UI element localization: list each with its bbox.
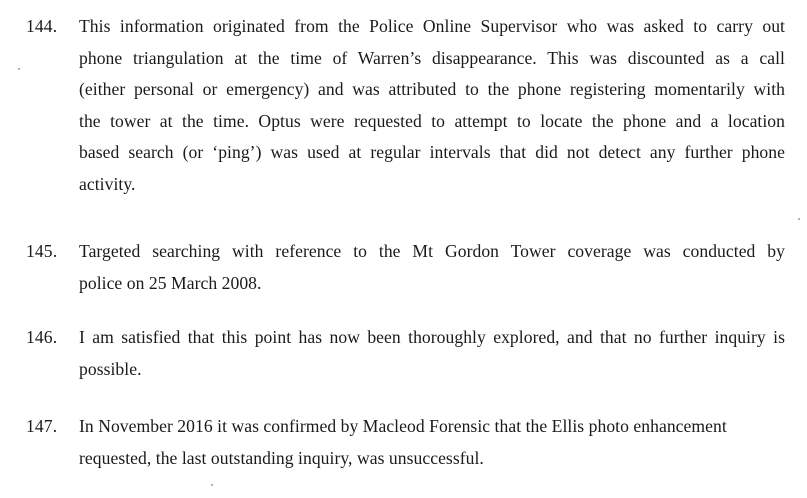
text-line: I am satisfied that this point has now been thoroughly explored, and that no further inquiry is [79, 327, 785, 347]
text-line: In November 2016 it was confirmed by Macleod Forensic that the Ellis photo enhancement [79, 416, 727, 436]
paragraph-text [79, 11, 785, 201]
paragraph-text [79, 236, 785, 299]
text-line: possible. [79, 358, 142, 379]
scan-speck [18, 68, 20, 70]
text-line: This information originated from the Police Online Supervisor who was asked to carry out [79, 16, 785, 36]
text-line: police on 25 March 2008. [79, 272, 262, 293]
text-line: based search (or ‘ping’) was used at regular intervals that did not detect any further phone [79, 142, 785, 163]
text-line: phone triangulation at the time of Warren’s disappearance. This was discounted as a call [79, 47, 785, 68]
paragraph-text [79, 411, 785, 474]
paragraph-number: 146. [26, 327, 58, 347]
paragraph-text [79, 322, 785, 385]
scan-speck [211, 484, 213, 486]
scan-speck [798, 218, 800, 220]
paragraph-number: 145. [26, 241, 58, 261]
text-line: the tower at the time. Optus were requested to attempt to locate the phone and a location [79, 110, 785, 131]
text-line: requested, the last outstanding inquiry, was unsuccessful. [79, 447, 484, 468]
text-line: (either personal or emergency) and was attributed to the phone registering momentarily with [79, 79, 785, 100]
paragraph-number: 144. [26, 16, 58, 36]
text-line: activity. [79, 173, 136, 194]
paragraph-number: 147. [26, 416, 58, 436]
text-line: Targeted searching with reference to the Mt Gordon Tower coverage was conducted by [79, 241, 785, 261]
